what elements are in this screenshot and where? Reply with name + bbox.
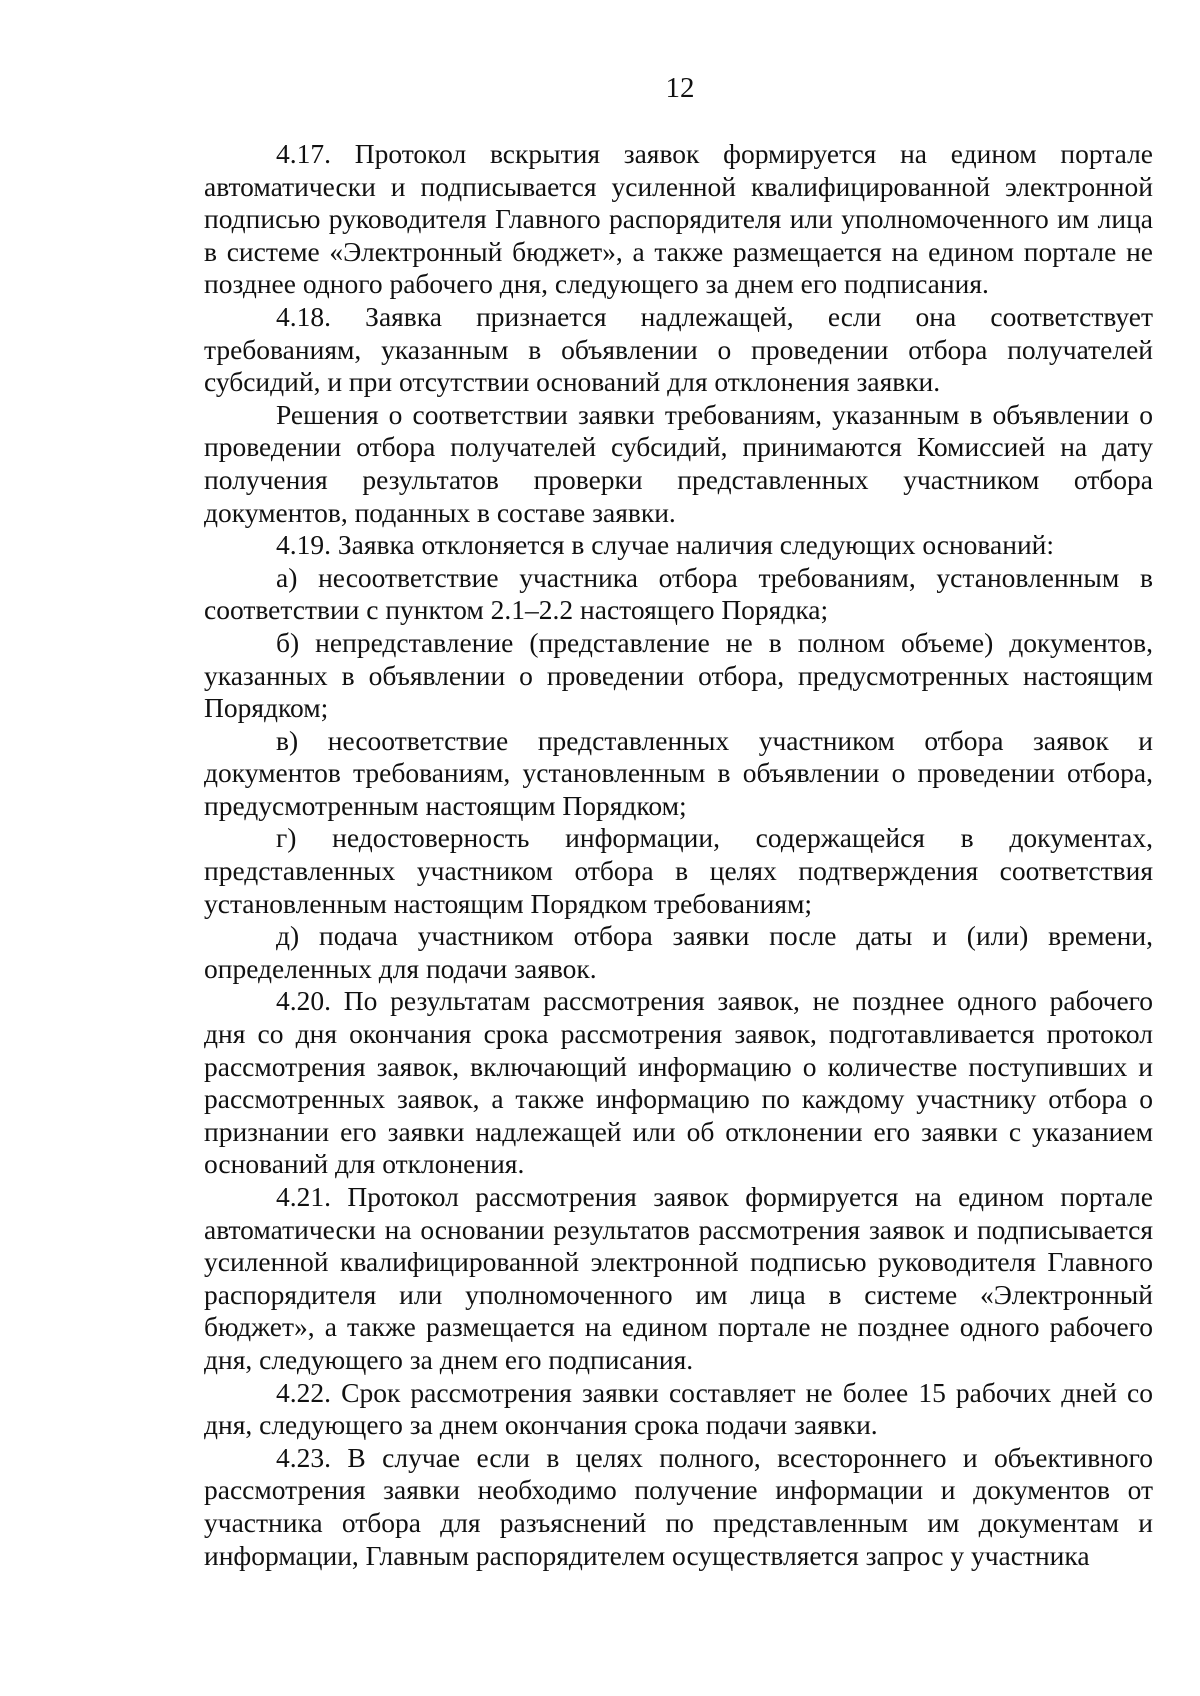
list-item-g: г) недостоверность информации, содержащейся в документах, представленных участником отбора в целях подтверждения соответствия установленным настоящим Порядком требованиям;	[204, 822, 1153, 919]
list-item-a: а) несоответствие участника отбора требованиям, установленным в соответствии с пунктом 2.1–2.2 настоящего Порядка;	[204, 561, 1153, 626]
paragraph-4-23: 4.23. В случае если в целях полного, всестороннего и объективного рассмотрения заявки необходимо получение информации и документов от участника отбора для разъяснений по представленным им документам и информации, Главным распорядителем осуществляется запрос у участника	[204, 1441, 1153, 1571]
paragraph-4-22: 4.22. Срок рассмотрения заявки составляет не более 15 рабочих дней со дня, следующего за днем окончания срока подачи заявки.	[204, 1376, 1153, 1441]
paragraph-4-20: 4.20. По результатам рассмотрения заявок, не позднее одного рабочего дня со дня окончания срока рассмотрения заявок, подготавливается протокол рассмотрения заявок, включающий информацию о количестве поступивших и рассмотренных заявок, а также информацию по каждому участнику отбора о признании его заявки надлежащей или об отклонении его заявки с указанием оснований для отклонения.	[204, 985, 1153, 1180]
list-item-d: д) подача участником отбора заявки после даты и (или) времени, определенных для подачи заявок.	[204, 920, 1153, 984]
paragraph-4-18: 4.18. Заявка признается надлежащей, если она соответствует требованиям, указанным в объявлении о проведении отбора получателей субсидий, и при отсутствии оснований для отклонения заявки.	[204, 300, 1153, 398]
paragraph-decision: Решения о соответствии заявки требованиям, указанным в объявлении о проведении отбора получателей субсидий, принимаются Комиссией на дату получения результатов проверки представленных участником отбора документов, поданных в составе заявки.	[204, 398, 1153, 528]
document-body	[204, 138, 1153, 1572]
list-item-b: б) непредставление (представление не в полном объеме) документов, указанных в объявлении о проведении отбора, предусмотренных настоящим Порядком;	[204, 626, 1153, 724]
paragraph-4-19: 4.19. Заявка отклоняется в случае наличия следующих оснований:	[276, 529, 1055, 561]
list-item-v: в) несоответствие представленных участником отбора заявок и документов требованиям, установленным в объявлении о проведении отбора, предусмотренным настоящим Порядком;	[204, 724, 1153, 821]
paragraph-4-21: 4.21. Протокол рассмотрения заявок формируется на едином портале автоматически на основании результатов рассмотрения заявок и подписывается усиленной квалифицированной электронной подписью руководителя Главного распорядителя или уполномоченного им лица в системе «Электронный бюджет», а также размещается на едином портале не позднее одного рабочего дня, следующего за днем его подписания.	[204, 1181, 1153, 1375]
page-number: 12	[665, 72, 695, 104]
paragraph-4-17: 4.17. Протокол вскрытия заявок формируется на едином портале автоматически и подписывается усиленной квалифицированной электронной подписью руководителя Главного распорядителя или уполномоченного им лица в системе «Электронный бюджет», а также размещается на едином портале не позднее одного рабочего дня, следующего за днем его подписания.	[204, 138, 1153, 300]
